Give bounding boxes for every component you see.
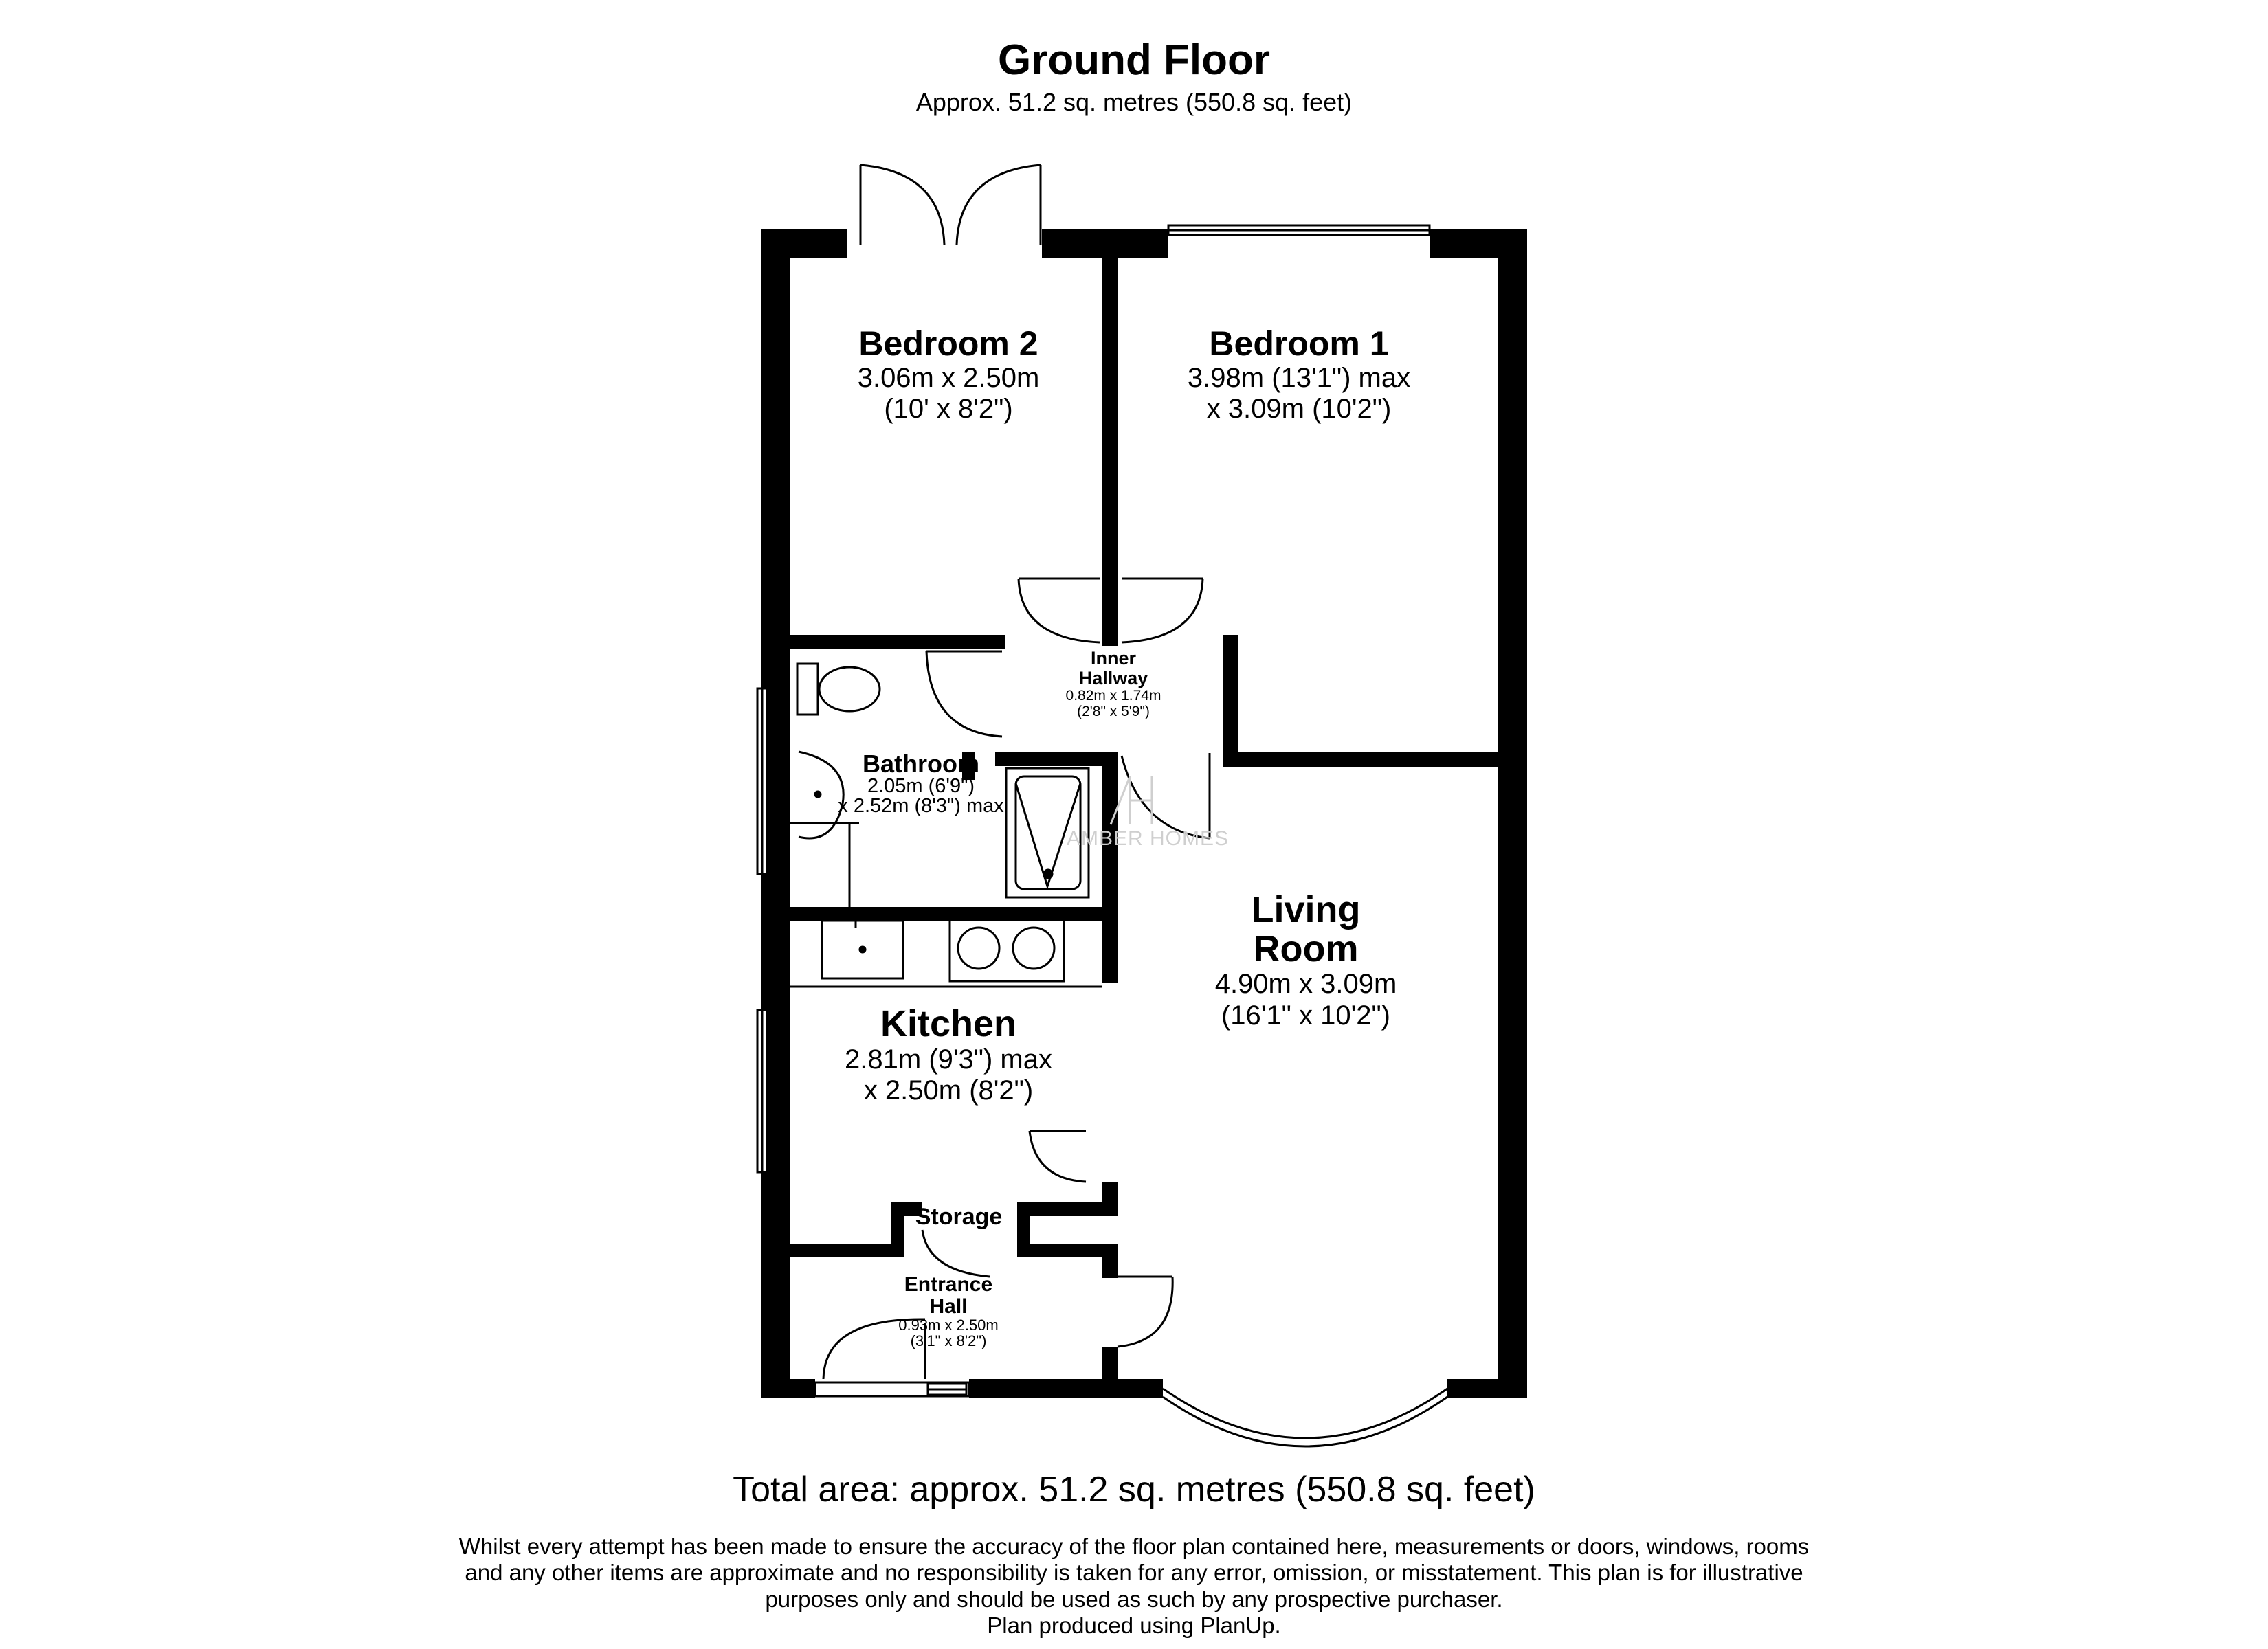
floor-title: Ground Floor (997, 36, 1271, 84)
room-name: Bedroom 1 (1209, 324, 1389, 363)
hallway-east-wall (1223, 635, 1238, 757)
room-name-line2: Hall (929, 1294, 968, 1318)
room-label-bedroom2 (797, 324, 1100, 425)
room-name-line2: Hallway (1078, 668, 1148, 689)
living-door-swing (1122, 756, 1210, 838)
bathroom-north-wall (790, 635, 1005, 649)
disclaimer-line: purposes only and should be used as such by any prospective purchaser. (765, 1586, 1503, 1612)
bedroom-divider-wall (1102, 258, 1118, 646)
cupboard-south-wall (1017, 1244, 1118, 1257)
french-door-left-swing (860, 165, 944, 245)
bedroom1-south-wall (1223, 752, 1498, 767)
south-wall-middle (969, 1379, 1163, 1398)
south-wall-left (761, 1379, 815, 1398)
bedroom1-door-swing (1122, 579, 1203, 642)
room-label-living-room (1155, 890, 1457, 1031)
room-name-line1: Inner (1090, 648, 1136, 669)
east-wall (1498, 229, 1527, 1398)
watermark-text: AMBER HOMES (1066, 827, 1230, 850)
hob-ring-right (1013, 928, 1054, 969)
north-wall-middle (1042, 229, 1168, 258)
room-dimensions-metric: 3.06m x 2.50m (857, 363, 1040, 393)
bathroom-door-swing (926, 651, 1002, 737)
room-name-line2: Room (1253, 928, 1359, 969)
room-dimensions-imperial: x 2.52m (8'3") max (838, 795, 1004, 817)
room-dimensions-imperial: (2'8" x 5'9") (1077, 703, 1150, 719)
disclaimer-line: Plan produced using PlanUp. (987, 1612, 1281, 1638)
room-label-entrance-hall (866, 1274, 1031, 1349)
room-dimensions-imperial: x 3.09m (10'2") (1206, 393, 1392, 424)
disclaimer (385, 1534, 1883, 1639)
south-wall-right (1447, 1379, 1527, 1398)
room-dimensions-imperial: (3'1" x 8'2") (910, 1332, 987, 1350)
north-wall-right (1430, 229, 1527, 258)
floor-area-subtitle: Approx. 51.2 sq. metres (550.8 sq. feet) (915, 88, 1353, 116)
storage-door-swing (922, 1230, 990, 1277)
cupboard-west-wall (1017, 1202, 1030, 1250)
entrance-east-wall (1102, 1347, 1118, 1379)
disclaimer-line: Whilst every attempt has been made to ensure the accuracy of the floor plan contained here, measurements or doors, windows, rooms (458, 1534, 1810, 1559)
living-west-wall-upper (1102, 752, 1118, 983)
entrance-east-stub (1102, 1257, 1118, 1278)
room-name: Storage (915, 1204, 1003, 1230)
french-door-right-swing (957, 165, 1041, 245)
room-dimensions-imperial: (10' x 8'2") (884, 393, 1013, 424)
total-area: Total area: approx. 51.2 sq. metres (550.8 sq. feet) (733, 1470, 1535, 1510)
room-dimensions-metric: 2.05m (6'9") (867, 775, 975, 797)
disclaimer-line: and any other items are approximate and no responsibility is taken for any error, omission, or misstatement. This plan is for illustrative (465, 1560, 1803, 1586)
room-dimensions-imperial: (16'1" x 10'2") (1221, 1000, 1390, 1031)
room-label-bathroom (811, 752, 1031, 816)
cupboard-north-wall (1017, 1202, 1118, 1216)
room-dimensions-metric: 2.81m (9'3") max (845, 1044, 1052, 1075)
wc-cistern (797, 664, 818, 715)
room-label-kitchen (797, 1003, 1100, 1106)
bay-window (1163, 1389, 1447, 1446)
room-dimensions-metric: 4.90m x 3.09m (1214, 969, 1397, 1000)
room-dimensions-metric: 3.98m (13'1") max (1187, 363, 1411, 393)
room-dimensions-imperial: x 2.50m (8'2") (863, 1075, 1034, 1106)
entrance-north-wall (790, 1244, 904, 1257)
room-dimensions-metric: 0.82m x 1.74m (1065, 688, 1161, 704)
room-dimensions-metric: 0.93m x 2.50m (898, 1316, 999, 1334)
room-label-storage (900, 1204, 1017, 1230)
wc-bowl (819, 667, 880, 711)
room-label-bedroom1 (1127, 324, 1471, 425)
room-label-inner-hallway (1031, 649, 1196, 720)
north-wall-left (761, 229, 847, 258)
room-name-line1: Living (1251, 889, 1361, 930)
room-name: Bedroom 2 (858, 324, 1038, 363)
bedroom2-door-swing (1019, 579, 1100, 642)
room-name: Bathroom (863, 750, 979, 778)
cupboard-door-swing (1030, 1131, 1086, 1182)
room-name: Kitchen (880, 1003, 1017, 1044)
hob-ring-left (958, 928, 999, 969)
entrance-living-door-swing (1118, 1277, 1172, 1347)
room-name-line1: Entrance (904, 1273, 993, 1296)
kitchen-hob (950, 919, 1064, 981)
